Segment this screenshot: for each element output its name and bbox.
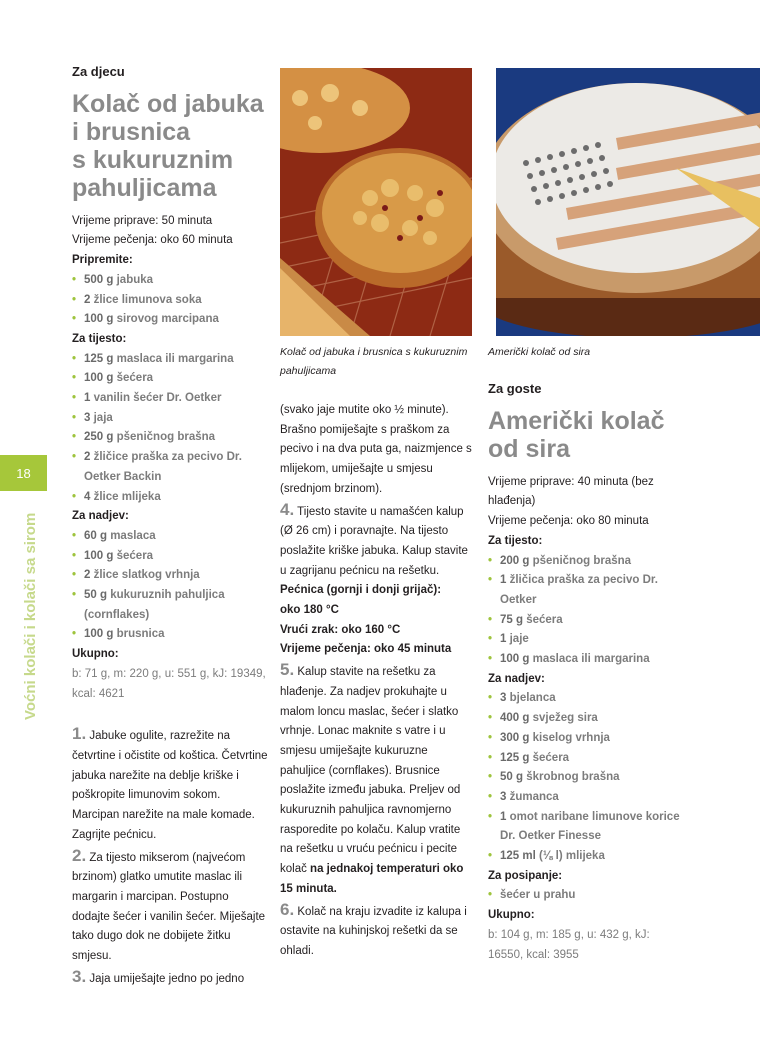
ingredient-amount: 2 xyxy=(84,569,91,582)
ingredient-amount: 100 g xyxy=(84,628,114,641)
ingredient-amount: 4 xyxy=(84,490,91,503)
ingredient-name: svježeg sira xyxy=(529,712,598,725)
step-text: Tijesto stavite u namašćen kalup (Ø 26 cm) i poravnajte. Na tijesto poslažite kriške jabuka. Kalup stavite u zagrijanu pećnicu na rešetku. xyxy=(280,505,468,577)
step-6 xyxy=(280,900,476,962)
ingredient-name: žlice slatkog vrhnja xyxy=(90,569,200,582)
photo-apple-cranberry-cake xyxy=(280,68,472,336)
ingredient-name: žlice mlijeka xyxy=(90,490,161,503)
ingredient-amount: 2 xyxy=(84,293,91,306)
ingredient-amount: 500 g xyxy=(84,273,114,286)
ingredient-name: žličica praška za pecivo Dr. Oetker xyxy=(500,574,658,606)
ingredient-item xyxy=(72,310,268,330)
recipe1-column xyxy=(72,62,268,989)
ingredient-name: kiselog vrhnja xyxy=(529,731,610,744)
oven-conventional-temp: oko 180 °C xyxy=(280,604,339,617)
recipe1-continued-column xyxy=(280,401,476,962)
ingredient-item xyxy=(72,527,268,547)
ingredient-item xyxy=(72,428,268,448)
ingredient-amount: 200 g xyxy=(500,554,530,567)
step-text: Jabuke ogulite, razrežite na četvrtine i očistite od koštica. Četvrtine jabuka narežite na deblje kriške i poškropite limunovim sokom. Marcipan narežite na male komade. Zagrijte pećnicu. xyxy=(72,730,268,841)
ingredient-item xyxy=(488,886,684,906)
ingredient-amount: 125 g xyxy=(84,352,114,365)
ingredient-amount: 50 g xyxy=(84,589,108,602)
recipe1-total-heading: Ukupno: xyxy=(72,648,119,661)
ingredient-group-heading: Za posipanje: xyxy=(488,869,563,882)
recipe2-column xyxy=(488,379,684,965)
recipe2-title-line: od sira xyxy=(488,434,570,463)
chapter-title: Voćni kolači i kolači sa sirom xyxy=(22,512,39,720)
ingredient-amount: 1 xyxy=(500,633,507,646)
step-number: 1. xyxy=(72,724,87,744)
ingredient-amount: 3 xyxy=(500,692,507,705)
page-number: 18 xyxy=(16,465,31,481)
ingredient-item xyxy=(488,768,684,788)
caption-photo1: Kolač od jabuka i brusnica s kukuruznim pahuljicama xyxy=(280,346,468,377)
ingredient-amount: 100 g xyxy=(84,313,114,326)
ingredient-amount: 400 g xyxy=(500,712,530,725)
ingredient-item xyxy=(72,409,268,429)
ingredient-name: kukuruznih pahuljica (cornflakes) xyxy=(84,589,225,621)
step-5 xyxy=(280,660,476,899)
ingredient-name: šećera xyxy=(113,549,154,562)
ingredient-group-heading: Za tijesto: xyxy=(72,332,127,345)
ingredient-item xyxy=(488,808,684,847)
ingredient-name: jaja xyxy=(90,411,113,424)
ingredient-name: (⅛ l) mlijeka xyxy=(535,850,605,863)
ingredient-group-heading: Za nadjev: xyxy=(72,510,129,523)
ingredient-name: brusnica xyxy=(113,628,165,641)
ingredient-item xyxy=(488,709,684,729)
step-2 xyxy=(72,846,268,967)
ingredient-item xyxy=(72,350,268,370)
ingredient-name: žličice praška za pecivo Dr. Oetker Backin xyxy=(84,451,242,483)
recipe2-title-line: Američki kolač xyxy=(488,406,665,435)
ingredient-amount: 100 g xyxy=(84,372,114,385)
ingredient-name: jabuka xyxy=(113,273,154,286)
ingredient-name: šećera xyxy=(113,372,154,385)
ingredient-item xyxy=(488,788,684,808)
step-text: Kolač na kraju izvadite iz kalupa i ostavite na kuhinjskoj rešetki da se ohladi. xyxy=(280,905,467,957)
ingredient-amount: 1 xyxy=(500,810,507,823)
recipe1-total-values: b: 71 g, m: 220 g, u: 551 g, kJ: 19349, kcal: 4621 xyxy=(72,667,266,700)
ingredient-item xyxy=(72,625,268,645)
recipe1-steps xyxy=(72,724,268,989)
ingredient-name: jaje xyxy=(506,633,529,646)
recipe1-title-line: Kolač od jabuka xyxy=(72,89,264,118)
ingredient-name: bjelanca xyxy=(506,692,556,705)
ingredient-item xyxy=(72,271,268,291)
ingredient-amount: 1 xyxy=(500,574,507,587)
ingredient-list xyxy=(72,527,268,645)
ingredient-item xyxy=(488,552,684,572)
ingredient-name: šećera xyxy=(529,751,570,764)
oven-fan: Vrući zrak: oko 160 °C xyxy=(280,623,401,636)
step-text: Kalup stavite na rešetku za hlađenje. Za nadjev prokuhajte u malom loncu maslac, šećer i slatko vrhnje. Lonac maknite s vatre i u smjesu umiješajte kukuruzne pahuljice (cornflakes). Brusnice poslažite između jabuka. Preljev od kukuruznih pahuljica ravnomjerno rasporedite po kolaču. Kalup vratite na rešetku u vruću pećnicu i pecite kolač xyxy=(280,666,461,876)
ingredient-amount: 125 g xyxy=(500,751,530,764)
recipe2-title xyxy=(488,407,684,463)
ingredient-amount: 3 xyxy=(500,790,507,803)
ingredient-name: šećera xyxy=(523,613,563,626)
ingredient-item xyxy=(488,630,684,650)
recipe1-title xyxy=(72,90,268,202)
recipe1-bake-time: Vrijeme pečenja: oko 60 minuta xyxy=(72,234,233,247)
ingredient-list xyxy=(72,271,268,330)
step-3 xyxy=(72,967,268,990)
ingredient-list xyxy=(488,552,684,670)
ingredient-amount: 100 g xyxy=(84,549,114,562)
step-number: 6. xyxy=(280,899,295,919)
ingredient-item xyxy=(488,650,684,670)
step-text: Za tijesto mikserom (najvećom brzinom) glatko umutite maslac ili margarin i marcipan. Postupno dodajte šećer i vanilin šećer. Miješajte tako dugo dok ne dobijete žitku smjesu. xyxy=(72,851,266,963)
ingredient-name: pšeničnog brašna xyxy=(529,554,632,567)
ingredient-item xyxy=(72,547,268,567)
step-text-bold: na jednakoj temperaturi oko 15 minuta. xyxy=(280,863,464,895)
ingredient-name: maslaca xyxy=(107,529,156,542)
ingredient-name: šećer u prahu xyxy=(500,889,576,902)
recipe2-ingredients xyxy=(488,532,684,906)
recipe1-title-line: pahuljicama xyxy=(72,173,217,202)
ingredient-list xyxy=(72,350,268,508)
ingredient-item xyxy=(72,448,268,487)
ingredient-item xyxy=(488,689,684,709)
ingredient-name: žumanca xyxy=(506,790,559,803)
ingredient-name: škrobnog brašna xyxy=(523,771,620,784)
recipe2-section: Za goste xyxy=(488,381,542,396)
ingredient-amount: 250 g xyxy=(84,431,114,444)
ingredient-item xyxy=(488,729,684,749)
ingredient-list xyxy=(488,689,684,866)
step-number: 2. xyxy=(72,845,87,865)
ingredient-amount: 125 ml xyxy=(500,850,536,863)
oven-conventional: Pećnica (gornji i donji grijač): xyxy=(280,584,442,597)
ingredient-amount: 50 g xyxy=(500,771,524,784)
ingredient-group-heading: Za tijesto: xyxy=(488,534,543,547)
ingredient-group-heading: Za nadjev: xyxy=(488,672,545,685)
recipe1-title-line: s kukuruznim xyxy=(72,145,234,174)
ingredient-group-heading: Pripremite: xyxy=(72,254,133,267)
recipe2-prep-time: Vrijeme priprave: 40 minuta (bez hlađenja) xyxy=(488,475,654,508)
ingredient-name: omot naribane limunove korice Dr. Oetker Finesse xyxy=(500,810,680,843)
ingredient-amount: 2 xyxy=(84,451,91,464)
recipe2-bake-time: Vrijeme pečenja: oko 80 minuta xyxy=(488,515,649,528)
ingredient-item xyxy=(72,369,268,389)
ingredient-amount: 60 g xyxy=(84,529,108,542)
ingredient-list xyxy=(488,886,684,906)
step-4 xyxy=(280,500,476,582)
ingredient-item xyxy=(72,566,268,586)
page-number-tab xyxy=(0,455,47,491)
ingredient-name: sirovog marcipana xyxy=(113,313,219,326)
ingredient-amount: 100 g xyxy=(500,653,530,666)
step-number: 5. xyxy=(280,660,295,680)
ingredient-item xyxy=(488,847,684,867)
step-text: Jaja umiješajte jedno po jedno xyxy=(86,972,245,985)
ingredient-item xyxy=(72,586,268,625)
cheesecake-image xyxy=(496,68,760,336)
recipe2-total-values: b: 104 g, m: 185 g, u: 432 g, kJ: 16550, kcal: 3955 xyxy=(488,928,650,961)
photo-american-cheesecake xyxy=(496,68,760,336)
apple-cake-image xyxy=(280,68,472,336)
ingredient-item xyxy=(72,488,268,508)
recipe1-ingredients xyxy=(72,251,268,645)
ingredient-item xyxy=(488,571,684,610)
step-number: 3. xyxy=(72,966,87,986)
oven-bake-time: Vrijeme pečenja: oko 45 minuta xyxy=(280,643,452,656)
step-1 xyxy=(72,724,268,845)
ingredient-item xyxy=(488,611,684,631)
recipe2-total-heading: Ukupno: xyxy=(488,909,535,922)
ingredient-name: žlice limunova soka xyxy=(90,293,202,306)
ingredient-item xyxy=(72,291,268,311)
ingredient-name: maslaca ili margarina xyxy=(113,352,234,365)
caption-photo2: Američki kolač od sira xyxy=(488,346,591,358)
ingredient-name: pšeničnog brašna xyxy=(113,431,216,444)
ingredient-amount: 1 xyxy=(84,392,91,405)
ingredient-item xyxy=(72,389,268,409)
ingredient-name: vanilin šećer Dr. Oetker xyxy=(90,392,222,405)
ingredient-amount: 75 g xyxy=(500,613,524,626)
recipe1-section: Za djecu xyxy=(72,64,125,79)
ingredient-amount: 3 xyxy=(84,411,91,424)
continued-text: (svako jaje mutite oko ½ minute). Brašno pomiješajte s praškom za pecivo i na dva puta ga, naizmjence s mlijekom, umiješajte u smjesu (srednjom brzinom). xyxy=(280,404,472,495)
ingredient-item xyxy=(488,749,684,769)
step-number: 4. xyxy=(280,499,295,519)
ingredient-amount: 300 g xyxy=(500,731,530,744)
ingredient-name: maslaca ili margarina xyxy=(529,653,650,666)
recipe1-prep-time: Vrijeme priprave: 50 minuta xyxy=(72,214,213,227)
recipe1-title-line: i brusnica xyxy=(72,117,191,146)
